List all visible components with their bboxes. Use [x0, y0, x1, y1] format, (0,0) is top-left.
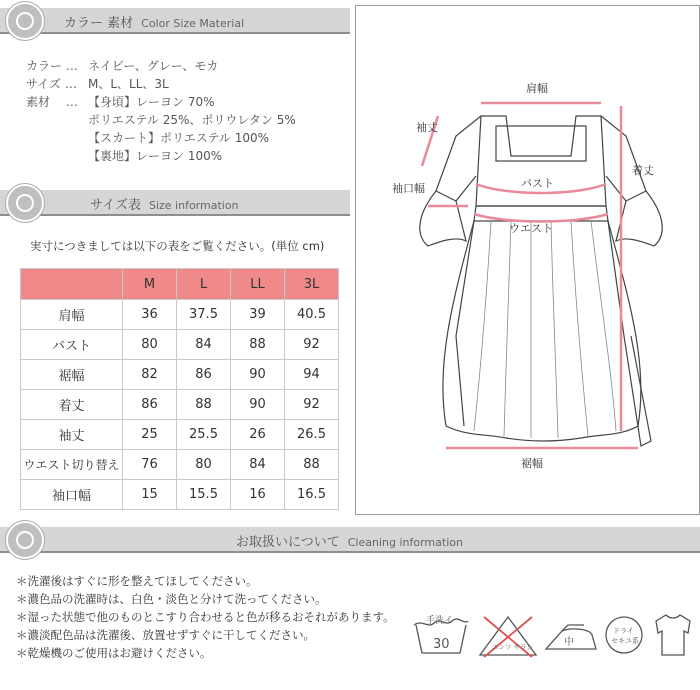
- section-title: [64, 12, 244, 31]
- section-title-en: Color Size Material: [141, 17, 245, 30]
- rose-icon: [6, 2, 44, 40]
- table-header-cell: LL: [231, 269, 285, 300]
- iron-medium-icon: [546, 625, 596, 649]
- table-header-cell: [21, 269, 123, 300]
- sleeve-label: 袖丈: [416, 121, 438, 134]
- care-note: ＊濃色品の洗濯時は、白色・淡色と分けて洗ってください。: [16, 592, 327, 606]
- dress-measurement-diagram: [355, 5, 700, 515]
- section-header-cleaning: [0, 527, 700, 553]
- dry-clean-icon: [606, 617, 642, 653]
- table-row: 着丈 86 88 90 92: [21, 390, 339, 420]
- spec-row: カラー … ネイビー、グレー、モカ: [26, 59, 219, 73]
- shoulder-label: 肩幅: [526, 82, 548, 95]
- section-title-jp: サイズ表: [90, 198, 141, 213]
- rose-icon: [6, 184, 44, 222]
- left-cuff: [420, 191, 466, 246]
- dress-illustration: [356, 6, 699, 514]
- hand-wash-icon: [414, 614, 468, 653]
- spec-row: 【裏地】レーヨン 100%: [88, 149, 223, 163]
- section-title-en: Cleaning information: [347, 536, 463, 549]
- table-row: 裾幅 82 86 90 94: [21, 360, 339, 390]
- cuff-label: 袖口幅: [392, 182, 425, 195]
- table-row: 袖口幅 15 15.5 16 16.5: [21, 480, 339, 510]
- skirt-outline: [443, 221, 641, 441]
- table-row: ウエスト切り替え 76 80 84 88: [21, 450, 339, 480]
- right-cuff: [616, 191, 662, 246]
- length-label: 着丈: [632, 164, 654, 177]
- table-header-cell: M: [123, 269, 177, 300]
- skirt-pleats: [474, 221, 616, 438]
- size-table: [20, 268, 339, 510]
- section-title-en: Size information: [148, 199, 239, 212]
- left-sleeve: [436, 116, 481, 201]
- spec-row: ポリエステル 25%、ポリウレタン 5%: [88, 113, 296, 127]
- rose-icon: [6, 521, 44, 559]
- care-symbols: [412, 603, 694, 659]
- svg-text:ドライ: ドライ: [613, 627, 634, 635]
- section-header-color-material: [0, 8, 350, 34]
- svg-text:30: 30: [433, 637, 450, 652]
- section-header-size: [0, 190, 350, 216]
- bust-label: バスト: [521, 177, 554, 190]
- section-title-jp: お取扱いについて: [236, 535, 340, 550]
- table-header-row: [21, 269, 339, 300]
- table-header-cell: 3L: [285, 269, 339, 300]
- hang-dry-shirt-icon: [656, 615, 690, 655]
- section-title-jp: カラー 素材: [64, 16, 134, 31]
- waist-measure-line: [474, 214, 608, 222]
- table-row: 肩幅 36 37.5 39 40.5: [21, 300, 339, 330]
- hem-label: 裾幅: [521, 457, 543, 470]
- section-title: [236, 531, 463, 550]
- care-note: ＊洗濯後はすぐに形を整えてほしてください。: [16, 574, 258, 588]
- spec-row: サイズ … M、L、LL、3L: [26, 77, 169, 91]
- no-bleach-icon: [480, 617, 536, 657]
- table-row: 袖丈 25 25.5 26 26.5: [21, 420, 339, 450]
- right-sleeve: [601, 116, 646, 201]
- care-note: ＊乾燥機のご使用はお避けください。: [16, 646, 212, 660]
- table-header-cell: L: [177, 269, 231, 300]
- care-note: ＊湿った状態で他のものとこすり合わせると色が移るおそれがあります。: [16, 610, 395, 624]
- spec-row: 素材 … 【身頃】レーヨン 70%: [26, 95, 215, 109]
- waist-label: ウエスト: [509, 222, 553, 235]
- table-row: バスト 80 84 88 92: [21, 330, 339, 360]
- svg-text:エンソ サラシ: エンソ サラシ: [492, 643, 534, 651]
- care-note: ＊濃淡配色品は洗濯後、放置せずすぐに干してください。: [16, 628, 315, 642]
- spec-row: 【スカート】ポリエステル 100%: [88, 131, 270, 145]
- svg-text:セキユ系: セキユ系: [611, 637, 639, 645]
- size-note: 実寸につきましては以下の表をご覧ください。(単位 cm): [30, 239, 325, 253]
- section-title: [90, 194, 239, 213]
- svg-text:中: 中: [564, 637, 574, 648]
- left-tie: [456, 221, 474, 426]
- svg-text:手洗イ: 手洗イ: [426, 616, 454, 626]
